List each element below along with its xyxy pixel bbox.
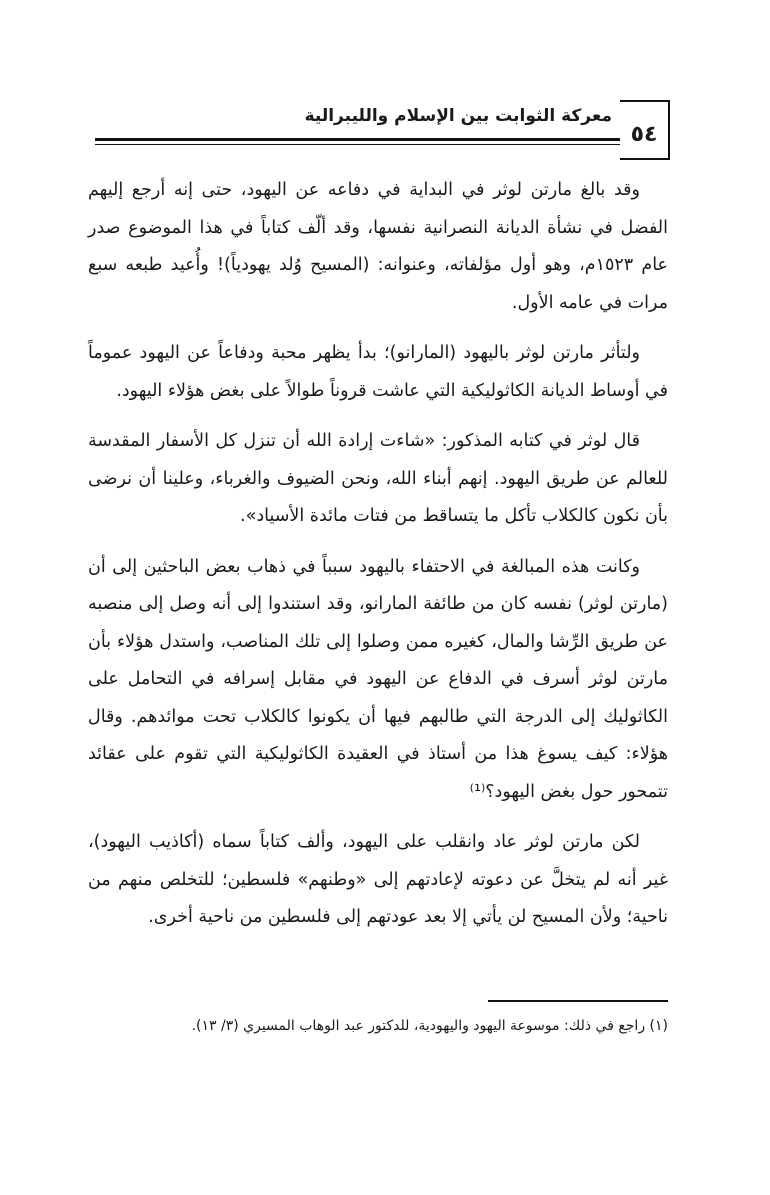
footnote: (١) راجع في ذلك: موسوعة اليهود واليهودية، للدكتور عبد الوهاب المسيري (٣/ ١٣). — [191, 1018, 668, 1034]
header-rule-thick — [95, 138, 620, 141]
page-number: ٥٤ — [630, 122, 658, 147]
paragraph: لكن مارتن لوثر عاد وانقلب على اليهود، وألف كتاباً سماه (أكاذيب اليهود)، غير أنه لم يتخلَّ عن دعوته لإعادتهم إلى «وطنهم» فلسطين؛ للتخلص منهم من ناحية؛ ولأن المسيح لن يأتي إلا بعد عودتهم إلى فلسطين من ناحية أخرى. — [88, 832, 668, 927]
paragraph: قال لوثر في كتابه المذكور: «شاءت إرادة الله أن تنزل كل الأسفار المقدسة للعالم عن طريق اليهود. إنهم أبناء الله، ونحن الضيوف والغرباء، وعلينا أن نرضى بأن نكون كالكلاب تأكل ما يتساقط من فتات مائدة الأسياد». — [88, 431, 668, 526]
header-rule-thin — [95, 144, 620, 145]
paragraph: وقد بالغ مارتن لوثر في البداية في دفاعه عن اليهود، حتى إنه أرجع إليهم الفضل في نشأة الديانة النصرانية نفسها، وقد ألّف كتاباً في هذا الموضوع صدر عام ١٥٢٣م، وهو أول مؤلفاته، وعنوانه: (المسيح وُلد يهودياً)! وأُعيد طبعه سبع مرات في عامه الأول. — [88, 180, 668, 313]
paragraph: وكانت هذه المبالغة في الاحتفاء باليهود سبباً في ذهاب بعض الباحثين إلى أن (مارتن لوثر) نفسه كان من طائفة المارانو، وقد استندوا إلى أنه وصل إلى منصبه عن طريق الرِّشا والمال، كغيره ممن وصلوا إلى تلك المناصب، واستدل هؤلاء بأن مارتن لوثر أسرف في الدفاع عن اليهود في مقابل إسرافه في التحامل على الكاثوليك إلى الدرجة التي طالبهم فيها أن يكونوا كالكلاب تحت موائدهم. وقال هؤلاء: كيف يسوغ هذا من أستاذ في العقيدة الكاثوليكية التي تقوم على عقائد تتمحور حول بغض اليهود؟⁽¹⁾ — [88, 556, 668, 802]
page-header — [95, 100, 670, 162]
main-text — [88, 172, 668, 950]
footnote-separator — [488, 1000, 668, 1002]
paragraph: ولتأثر مارتن لوثر باليهود (المارانو)؛ بدأ يظهر محبة ودفاعاً عن اليهود عموماً في أوساط الديانة الكاثوليكية التي عاشت قروناً طوالاً على بغض هؤلاء اليهود. — [88, 343, 668, 401]
running-title: معركة الثوابت بين الإسلام والليبرالية — [304, 106, 612, 126]
